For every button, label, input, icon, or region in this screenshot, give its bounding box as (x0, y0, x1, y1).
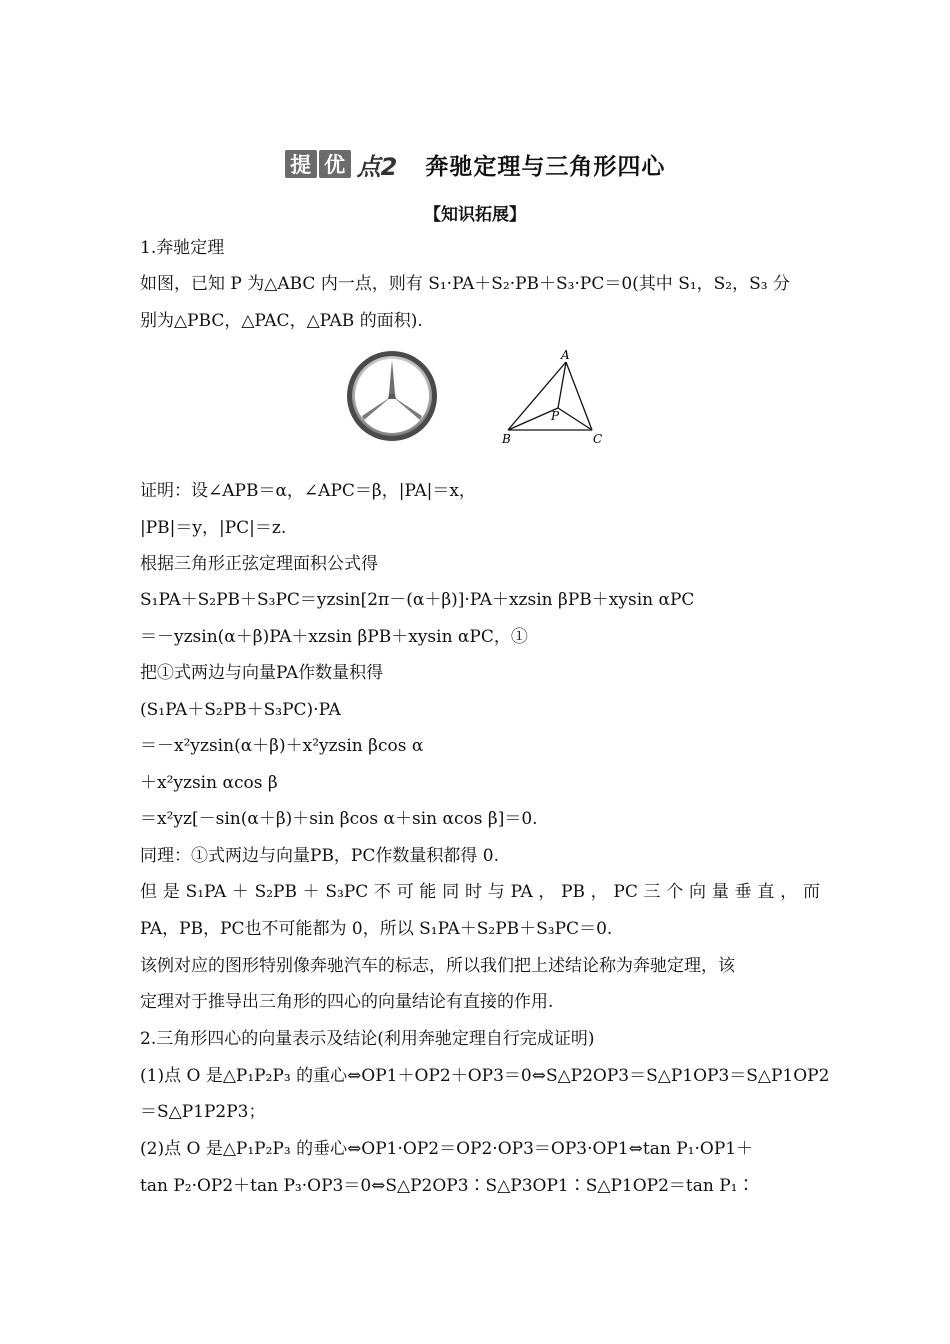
text-line: (S₁PA＋S₂PB＋S₃PC)·PA (140, 700, 341, 720)
text-line: 别为△PBC，△PAC，△PAB 的面积). (140, 311, 423, 331)
section-heading: 【知识拓展】 (424, 205, 526, 225)
text-line: ＝x²yz[－sin(α＋β)＋sin βcos α＋sin αcos β]＝0. (140, 809, 538, 829)
text-line: ＝S△P1P2P3； (140, 1102, 266, 1122)
text-line: (2)点 O 是△P₁P₂P₃ 的垂心⇔OP1·OP2＝OP2·OP3＝OP3·OP1⇔tan P₁·OP1＋ (140, 1139, 754, 1159)
text-line: 如图，已知 P 为△ABC 内一点，则有 S₁·PA＋S₂·PB＋S₃·PC＝0(其中 S₁，S₂，S₃ 分 (140, 274, 790, 294)
vertex-label-c: C (593, 432, 603, 446)
section-badge (285, 147, 398, 182)
text-line: PA，PB，PC也不可能都为 0，所以 S₁PA＋S₂PB＋S₃PC＝0. (140, 919, 613, 939)
triangle-diagram (501, 348, 602, 446)
vertex-label-a: A (561, 348, 570, 362)
figure-svg (340, 344, 620, 448)
text-line: 定理对于推导出三角形的四心的向量结论有直接的作用. (140, 992, 554, 1012)
text-line: ＝－yzsin(α＋β)PA＋xzsin βPB＋xysin αPC，① (140, 627, 528, 647)
figure-pair (340, 344, 620, 448)
badge-char-2: 优 (319, 150, 351, 178)
text-line: 2.三角形四心的向量表示及结论(利用奔驰定理自行完成证明) (140, 1029, 595, 1049)
text-line: |PB|＝y，|PC|＝z. (140, 518, 287, 538)
text-line: 根据三角形正弦定理面积公式得 (140, 554, 378, 574)
text-line: 把①式两边与向量PA作数量积得 (140, 663, 384, 683)
text-line: ＋x²yzsin αcos β (140, 773, 278, 793)
text-line: tan P₂·OP2＋tan P₃·OP3＝0⇔S△P2OP3∶S△P3OP1∶S△P1OP2＝tan P₁∶ (140, 1176, 755, 1196)
mercedes-logo-icon (347, 351, 437, 441)
vertex-label-b: B (502, 432, 511, 446)
text-line: 该例对应的图形特别像奔驰汽车的标志，所以我们把上述结论称为奔驰定理，该 (140, 956, 735, 976)
text-line: (1)点 O 是△P₁P₂P₃ 的重心⇔OP1＋OP2＋OP3＝0⇔S△P2OP3＝S△P1OP3＝S△P1OP2 (140, 1066, 830, 1086)
text-line: 证明：设∠APB＝α，∠APC＝β，|PA|＝x， (140, 481, 476, 501)
point-label-p: P (551, 409, 560, 423)
badge-char-1: 提 (285, 150, 317, 178)
text-line: 同理：①式两边与向量PB，PC作数量积都得 0. (140, 846, 499, 866)
text-line: ＝－x²yzsin(α＋β)＋x²yzsin βcos α (140, 736, 424, 756)
text-line: 1.奔驰定理 (140, 238, 225, 258)
page-title: 奔驰定理与三角形四心 (425, 153, 666, 180)
badge-suffix: 点2 (356, 152, 398, 181)
text-line: 但 是 S₁PA ＋ S₂PB ＋ S₃PC 不 可 能 同 时 与 PA ， PB ， PC 三 个 向 量 垂 直 ， 而 (140, 882, 820, 902)
text-line: S₁PA＋S₂PB＋S₃PC＝yzsin[2π－(α＋β)]·PA＋xzsin βPB＋xysin αPC (140, 590, 695, 610)
section-title-row (0, 144, 950, 184)
